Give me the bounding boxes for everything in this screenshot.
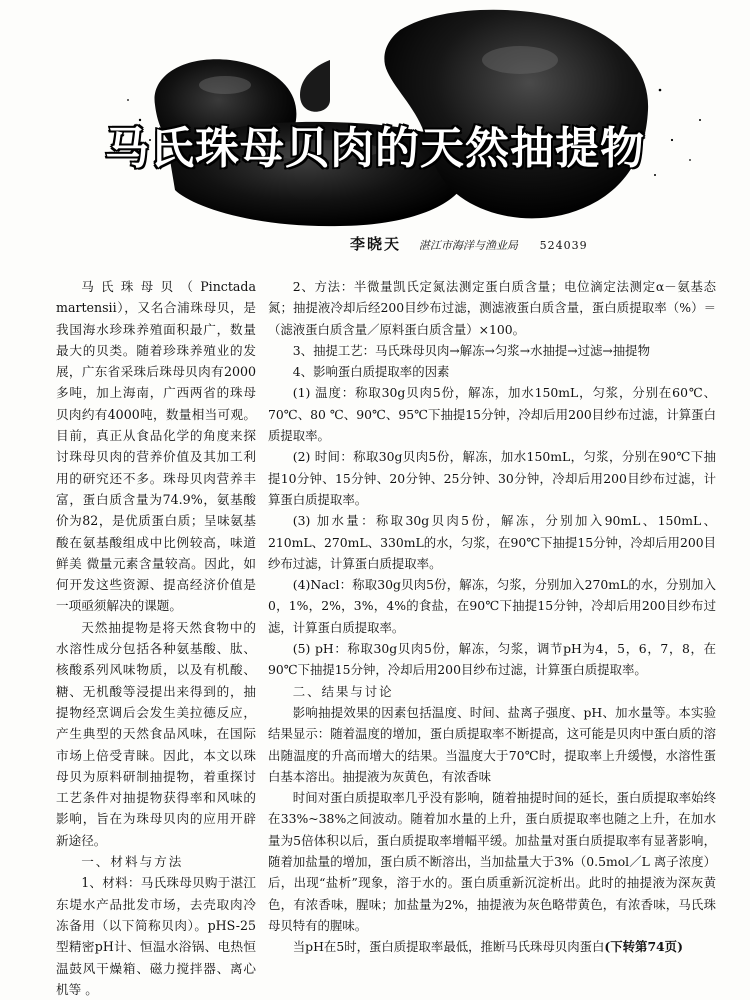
- materials-paragraph: 1、材料：马氏珠母贝购于湛江东堤水产品批发市场，去壳取肉冷冻备用（以下简称贝肉）。pHS-25型精密pH计、恒温水浴锅、电热恒温鼓风干燥箱、磁力搅拌器、离心机等 。: [56, 875, 256, 997]
- factors-heading: 4、影响蛋白质提取率的因素: [292, 364, 450, 380]
- methods-paragraph: 2、方法：半微量凯氏定氮法测定蛋白质含量；电位滴定法测定α－氨基态氮；抽提液冷却后经200目纱布过滤，测滤液蛋白质含量，蛋白质提取率（%）＝（滤液蛋白质含量／原料蛋白质含量）×100。: [268, 279, 716, 337]
- factor-water: (3) 加水量：称取30g贝肉5份，解冻，分别加入90mL、150mL、210mL、270mL、330mL的水，匀浆，在90℃下抽提15分钟，冷却后用200目纱布过滤，计算蛋白质提取率。: [268, 513, 716, 571]
- intro-paragraph: 马氏珠母贝（Pinctada martensii），又名合浦珠母贝，是我国海水珍珠养殖面积最广，数量最大的贝类。随着珍珠养殖业的发展，广东省采珠后珠母贝肉有2000多吨，加上海南，广西两省的珠母贝肉约有4000吨，数量相当可观。目前，真正从食品化学的角度来探讨珠母贝肉的营养价值及其加工利用的研究还不多。珠母贝肉营养丰富，蛋白质含量为74.9%，氨基酸价为82，是优质蛋白质；呈味氨基酸在氨基酸组成中比例较高，味道鲜美 微量元素含量较高。因此，如何开发这些资源、提高经济价值是一项亟须解决的课题。: [56, 279, 256, 614]
- factor-time: (2) 时间：称取30g贝肉5份，解冻，加水150mL，匀浆，分别在90℃下抽提10分钟、15分钟、20分钟、25分钟、30分钟，冷却后用200目纱布过滤，计算蛋白质提取率。: [268, 449, 716, 507]
- factor-ph: (5) pH：称取30g贝肉5份，解冻，匀浆，调节pH为4，5，6，7，8，在90℃下抽提15分钟，冷却后用200目纱布过滤，计算蛋白质提取率。: [268, 641, 716, 678]
- shell-bowl: [300, 60, 330, 112]
- byline: [350, 233, 588, 254]
- process-paragraph: 3、抽提工艺：马氏珠母贝肉→解冻→匀浆→水抽提→过滤→抽提物: [292, 342, 650, 358]
- section-heading-materials: 一、材料与方法: [81, 854, 184, 870]
- extract-paragraph: 天然抽提物是将天然食物中的水溶性成分包括各种氨基酸、肽、核酸系列风味物质，以及有机酸、糖、无机酸等浸提出来得到的，抽提物经烹调后会发生美拉德反应，产生典型的天然食品风味，在国际市场上倍受青睐。因此，本文以珠母贝为原料研制抽提物，着重探讨工艺条件对抽提物获得率和风味的影响，旨在为珠母贝肉的应用开辟新途径。: [56, 619, 256, 848]
- postcode: 524039: [539, 239, 588, 252]
- author-affiliation: 湛江市海洋与渔业局: [418, 239, 518, 252]
- section-heading-results: 二、结果与讨论: [292, 683, 394, 699]
- author-name: 李晓天: [350, 235, 402, 253]
- right-column: [268, 276, 716, 958]
- factor-temperature: (1) 温度：称取30g贝肉5份，解冻，加水150mL，匀浆，分别在60℃、70℃、80 ℃、90℃、95℃下抽提15分钟，冷却后用200目纱布过滤，计算蛋白质提取率。: [268, 385, 716, 444]
- title-container: [0, 112, 750, 176]
- results-paragraph-3-text: 当pH在5时，蛋白质提取率最低，推断马氏珠母贝肉蛋白: [292, 939, 605, 955]
- results-paragraph-3: [268, 936, 716, 957]
- results-paragraph-1: 影响抽提效果的因素包括温度、时间、盐离子强度、pH、加水量等。本实验结果显示：随着温度的增加，蛋白质提取率不断提高，这可能是贝肉中蛋白质的溶出随温度的升高而增大的结果。当温度大于70℃时，提取率上升缓慢，水溶性蛋白基本溶出。抽提液为灰黄色，有浓香味: [268, 704, 716, 784]
- article-title: 马氏珠母贝肉的天然抽提物: [105, 123, 645, 174]
- factor-nacl: (4)Nacl：称取30g贝肉5份，解冻，匀浆，分别加入270mL的水，分别加入0，1%，2%，3%，4%的食盐，在90℃下抽提15分钟，冷却后用200目纱布过滤，计算蛋白质提取率。: [268, 577, 716, 635]
- left-column: [56, 276, 256, 1000]
- continued-note[interactable]: (下转第74页): [604, 939, 683, 955]
- results-paragraph-2: 时间对蛋白质提取率几乎没有影响，随着抽提时间的延长，蛋白质提取率始终在33%~38%之间波动。随着加水量的上升，蛋白质提取率也随之上升，在加水量为5倍体积以后，蛋白质提取率增幅平缓。加盐量对蛋白质提取率有显著影响，随着加盐量的增加，蛋白质不断溶出，当加盐量大于3%（0.5mol／L 离子浓度）后，出现“盐析”现象，溶于水的。蛋白质重新沉淀析出。此时的抽提液为深灰黄色，有浓香味，腥味；加盐量为2%，抽提液为灰色略带黄色，有浓香味，马氏珠母贝特有的腥味。: [268, 790, 716, 933]
